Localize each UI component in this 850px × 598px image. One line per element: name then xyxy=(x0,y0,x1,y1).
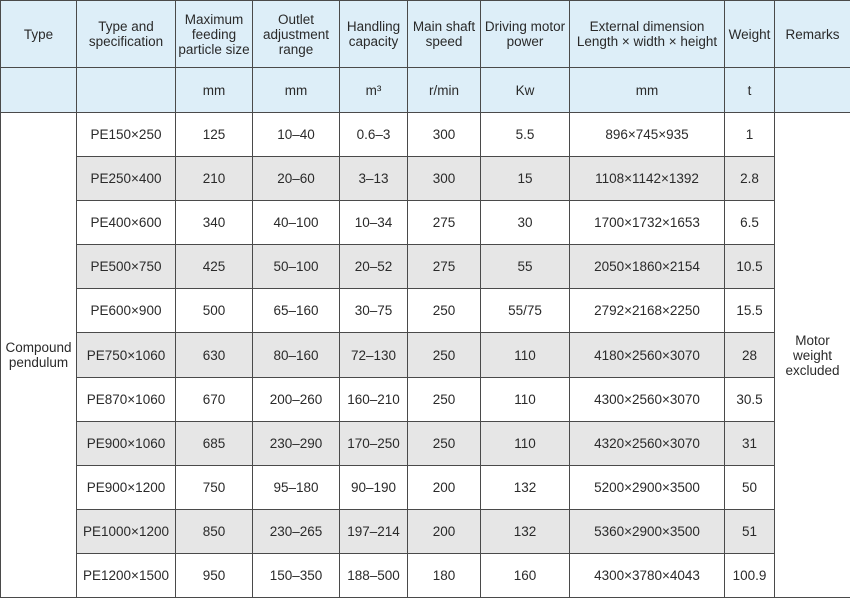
cell-weight: 28 xyxy=(725,333,775,377)
header-spec: Type and specification xyxy=(77,1,176,68)
cell-shaft-speed: 180 xyxy=(408,553,481,597)
cell-motor-power: 55/75 xyxy=(481,289,570,333)
header-remarks: Remarks xyxy=(775,1,850,68)
cell-motor-power: 30 xyxy=(481,201,570,245)
cell-weight: 10.5 xyxy=(725,245,775,289)
cell-motor-power: 55 xyxy=(481,245,570,289)
cell-shaft-speed: 200 xyxy=(408,509,481,553)
cell-capacity: 90–190 xyxy=(340,465,408,509)
cell-capacity: 30–75 xyxy=(340,289,408,333)
table-row xyxy=(1,289,850,333)
cell-weight: 2.8 xyxy=(725,157,775,201)
table-row xyxy=(1,113,850,157)
cell-outlet-range: 230–265 xyxy=(253,509,340,553)
cell-weight: 15.5 xyxy=(725,289,775,333)
cell-outlet-range: 40–100 xyxy=(253,201,340,245)
table-row xyxy=(1,377,850,421)
cell-dimension: 896×745×935 xyxy=(570,113,725,157)
cell-shaft-speed: 250 xyxy=(408,333,481,377)
units-empty-spec xyxy=(77,68,176,113)
cell-dimension: 4300×3780×4043 xyxy=(570,553,725,597)
units-empty-remarks xyxy=(775,68,850,113)
cell-capacity: 20–52 xyxy=(340,245,408,289)
cell-capacity: 170–250 xyxy=(340,421,408,465)
cell-outlet-range: 80–160 xyxy=(253,333,340,377)
cell-spec: PE600×900 xyxy=(77,289,176,333)
header-capacity: Handling capacity xyxy=(340,1,408,68)
header-row xyxy=(1,1,850,68)
spec-table-body xyxy=(1,1,850,598)
cell-motor-power: 5.5 xyxy=(481,113,570,157)
cell-dimension: 1108×1142×1392 xyxy=(570,157,725,201)
header-outlet-range: Outlet adjustment range xyxy=(253,1,340,68)
table-row xyxy=(1,157,850,201)
table-row xyxy=(1,509,850,553)
cell-shaft-speed: 275 xyxy=(408,245,481,289)
cell-spec: PE1200×1500 xyxy=(77,553,176,597)
cell-shaft-speed: 300 xyxy=(408,113,481,157)
table-row xyxy=(1,201,850,245)
cell-capacity: 3–13 xyxy=(340,157,408,201)
cell-motor-power: 110 xyxy=(481,421,570,465)
cell-outlet-range: 65–160 xyxy=(253,289,340,333)
cell-motor-power: 15 xyxy=(481,157,570,201)
header-dimension: External dimension Length × width × height xyxy=(570,1,725,68)
cell-spec: PE250×400 xyxy=(77,157,176,201)
unit-weight: t xyxy=(725,68,775,113)
cell-dimension: 2792×2168×2250 xyxy=(570,289,725,333)
cell-feed-size: 850 xyxy=(176,509,253,553)
units-empty-type xyxy=(1,68,77,113)
cell-feed-size: 750 xyxy=(176,465,253,509)
cell-weight: 51 xyxy=(725,509,775,553)
cell-outlet-range: 230–290 xyxy=(253,421,340,465)
remarks-cell: Motor weight excluded xyxy=(775,113,850,598)
cell-feed-size: 950 xyxy=(176,553,253,597)
unit-motor-power: Kw xyxy=(481,68,570,113)
cell-spec: PE870×1060 xyxy=(77,377,176,421)
cell-spec: PE1000×1200 xyxy=(77,509,176,553)
cell-capacity: 72–130 xyxy=(340,333,408,377)
cell-motor-power: 132 xyxy=(481,465,570,509)
table-row xyxy=(1,553,850,597)
cell-capacity: 197–214 xyxy=(340,509,408,553)
cell-dimension: 4180×2560×3070 xyxy=(570,333,725,377)
cell-capacity: 0.6–3 xyxy=(340,113,408,157)
cell-weight: 1 xyxy=(725,113,775,157)
cell-shaft-speed: 275 xyxy=(408,201,481,245)
cell-dimension: 4300×2560×3070 xyxy=(570,377,725,421)
cell-shaft-speed: 250 xyxy=(408,377,481,421)
cell-outlet-range: 150–350 xyxy=(253,553,340,597)
cell-dimension: 2050×1860×2154 xyxy=(570,245,725,289)
header-motor-power: Driving motor power xyxy=(481,1,570,68)
cell-feed-size: 210 xyxy=(176,157,253,201)
header-shaft-speed: Main shaft speed xyxy=(408,1,481,68)
cell-feed-size: 425 xyxy=(176,245,253,289)
header-type: Type xyxy=(1,1,77,68)
cell-spec: PE900×1200 xyxy=(77,465,176,509)
cell-outlet-range: 95–180 xyxy=(253,465,340,509)
cell-dimension: 4320×2560×3070 xyxy=(570,421,725,465)
type-cell: Compound pendulum xyxy=(1,113,77,598)
header-feed-size: Maximum feeding particle size xyxy=(176,1,253,68)
cell-shaft-speed: 200 xyxy=(408,465,481,509)
cell-motor-power: 132 xyxy=(481,509,570,553)
cell-spec: PE400×600 xyxy=(77,201,176,245)
cell-feed-size: 340 xyxy=(176,201,253,245)
cell-spec: PE500×750 xyxy=(77,245,176,289)
cell-spec: PE750×1060 xyxy=(77,333,176,377)
cell-feed-size: 630 xyxy=(176,333,253,377)
cell-spec: PE900×1060 xyxy=(77,421,176,465)
cell-capacity: 188–500 xyxy=(340,553,408,597)
cell-motor-power: 110 xyxy=(481,377,570,421)
table-row xyxy=(1,465,850,509)
cell-outlet-range: 20–60 xyxy=(253,157,340,201)
cell-capacity: 160–210 xyxy=(340,377,408,421)
unit-outlet-range: mm xyxy=(253,68,340,113)
header-weight: Weight xyxy=(725,1,775,68)
cell-outlet-range: 50–100 xyxy=(253,245,340,289)
cell-weight: 31 xyxy=(725,421,775,465)
cell-feed-size: 500 xyxy=(176,289,253,333)
cell-dimension: 5360×2900×3500 xyxy=(570,509,725,553)
cell-feed-size: 670 xyxy=(176,377,253,421)
cell-capacity: 10–34 xyxy=(340,201,408,245)
cell-weight: 30.5 xyxy=(725,377,775,421)
cell-dimension: 5200×2900×3500 xyxy=(570,465,725,509)
table-row xyxy=(1,245,850,289)
cell-spec: PE150×250 xyxy=(77,113,176,157)
unit-dimension: mm xyxy=(570,68,725,113)
cell-shaft-speed: 300 xyxy=(408,157,481,201)
table-row xyxy=(1,333,850,377)
cell-outlet-range: 10–40 xyxy=(253,113,340,157)
cell-weight: 6.5 xyxy=(725,201,775,245)
units-row xyxy=(1,68,850,113)
cell-motor-power: 110 xyxy=(481,333,570,377)
cell-weight: 100.9 xyxy=(725,553,775,597)
unit-feed-size: mm xyxy=(176,68,253,113)
cell-shaft-speed: 250 xyxy=(408,421,481,465)
cell-motor-power: 160 xyxy=(481,553,570,597)
table-row xyxy=(1,421,850,465)
cell-dimension: 1700×1732×1653 xyxy=(570,201,725,245)
unit-shaft-speed: r/min xyxy=(408,68,481,113)
cell-weight: 50 xyxy=(725,465,775,509)
cell-outlet-range: 200–260 xyxy=(253,377,340,421)
unit-capacity: m³ xyxy=(340,68,408,113)
cell-feed-size: 125 xyxy=(176,113,253,157)
cell-feed-size: 685 xyxy=(176,421,253,465)
cell-shaft-speed: 250 xyxy=(408,289,481,333)
